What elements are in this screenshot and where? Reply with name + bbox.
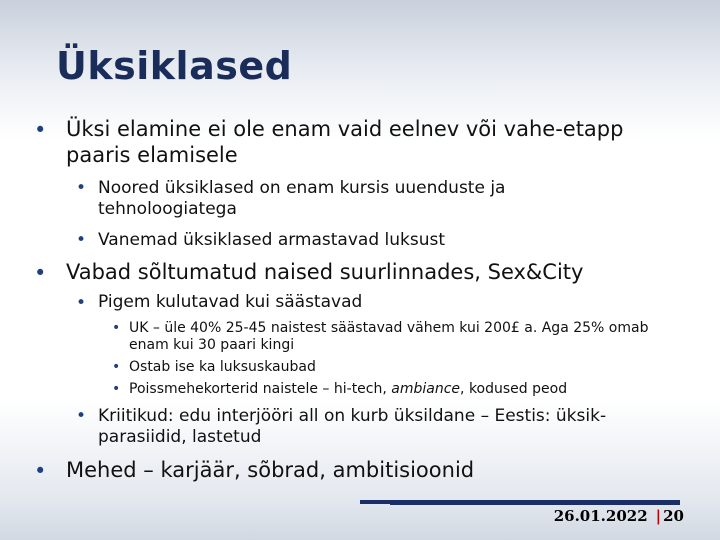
list-item: [98, 406, 668, 448]
bullet-dot: •: [34, 118, 47, 142]
list-item-text: Kriitikud: edu interjööri all on kurb üksildane – Eestis: üksik-parasiidid, lastetud: [98, 406, 607, 447]
bullet-dot: •: [76, 178, 87, 198]
footer-date: 26.01.2022: [553, 507, 648, 525]
list-item-text: Pigem kulutavad kui säästavad: [98, 292, 363, 312]
list-item: [98, 292, 658, 313]
list-item: [129, 320, 664, 354]
list-item: [129, 381, 689, 398]
bullet-dot: •: [112, 320, 121, 336]
bullet-dot: •: [76, 230, 87, 250]
footer-rule-thin: [390, 504, 680, 505]
list-item-text: Poissmehekorterid naistele – hi-tech,: [129, 381, 392, 397]
bullet-dot: •: [34, 459, 47, 483]
slide-footer: [0, 507, 684, 525]
list-item-text: UK – üle 40% 25-45 naistest säästavad vähem kui 200£ a. Aga 25% omab enam kui 30 paari kingi: [129, 320, 649, 353]
list-item-italic-text: ambiance: [391, 381, 461, 397]
list-item: [66, 116, 656, 168]
list-item-text: Mehed – karjäär, sõbrad, ambitisioonid: [66, 458, 475, 482]
list-item: [98, 178, 598, 220]
list-item-text: Üksi elamine ei ole enam vaid eelnev või vahe-etapp paaris elamisele: [66, 117, 624, 167]
page-number: 20: [663, 507, 684, 525]
list-item-text: Ostab ise ka luksuskaubad: [129, 359, 316, 375]
slide-title: Üksiklased: [56, 44, 293, 88]
list-item-text: Vabad sõltumatud naised suurlinnades, Sex&City: [66, 260, 584, 284]
list-item: [66, 457, 686, 483]
footer-separator: |: [655, 507, 662, 525]
bullet-dot: •: [76, 293, 87, 313]
bullet-dot: •: [112, 381, 121, 397]
list-item: [98, 230, 658, 251]
bullet-dot: •: [112, 359, 121, 375]
bullet-dot: •: [34, 261, 47, 285]
list-item-text: Vanemad üksiklased armastavad luksust: [98, 230, 446, 250]
bullet-dot: •: [76, 406, 87, 426]
list-item-text: Noored üksiklased on enam kursis uuenduste ja tehnoloogiatega: [98, 178, 506, 219]
list-item-text: , kodused peod: [460, 381, 568, 397]
list-item: [66, 259, 706, 285]
list-item: [129, 359, 664, 376]
